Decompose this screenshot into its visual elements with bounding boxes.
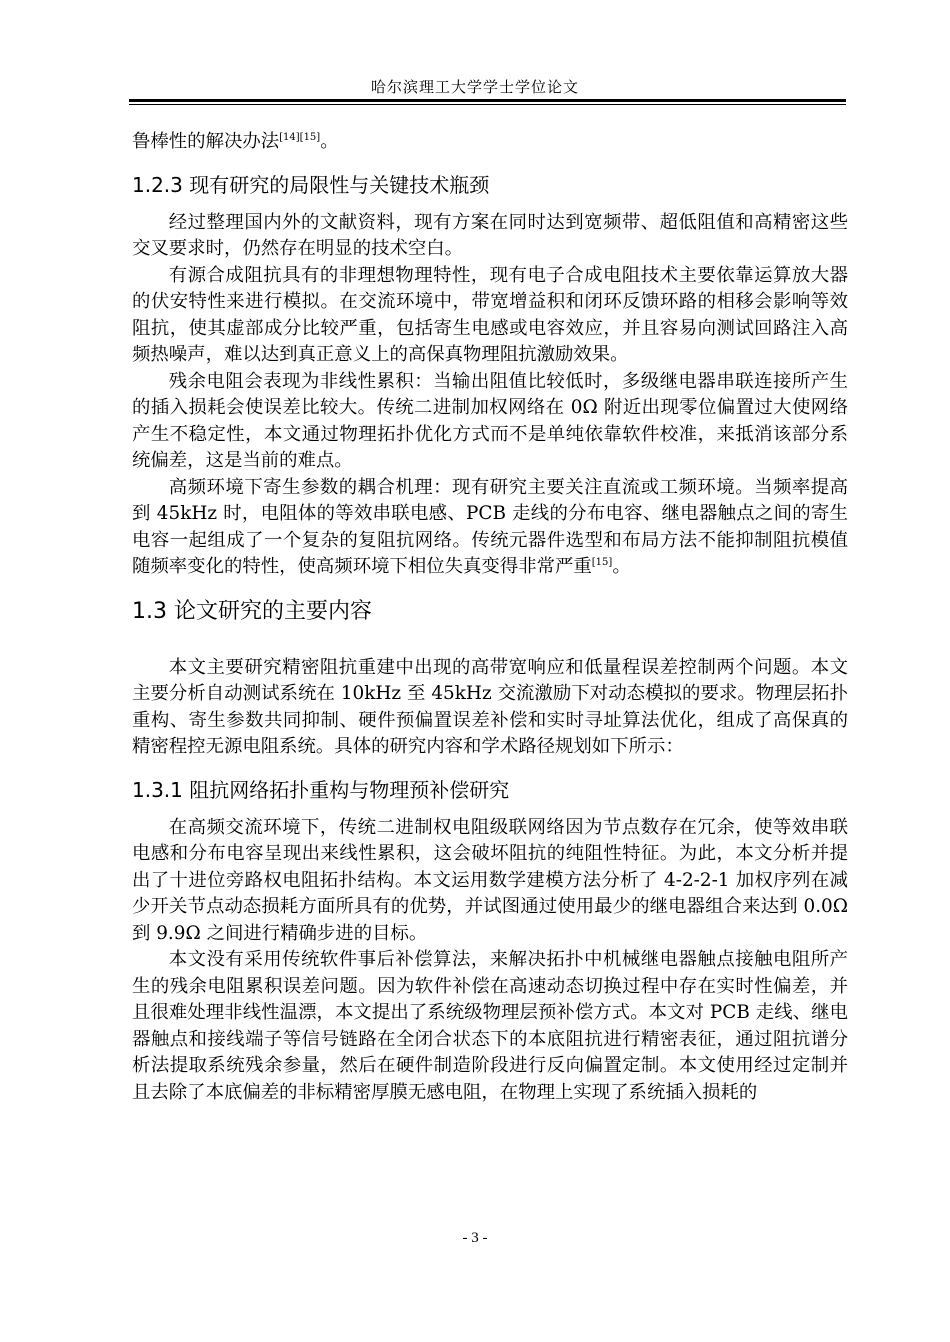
paragraph: 有源合成阻抗具有的非理想物理特性，现有电子合成电阻技术主要依靠运算放大器的伏安特性来进行模拟。在交流环境中，带宽增益积和闭环反馈环路的相移会影响等效阻抗，使其虚部成分比较严重，包括寄生电感或电容效应，并且容易向测试回路注入高频热噪声，难以达到真正意义上的高保真物理阻抗激励效果。 [132,264,848,365]
paragraph: 残余电阻会表现为非线性累积：当输出阻值比较低时，多级继电器串联连接所产生的插入损耗会使误差比较大。传统二进制加权网络在 0Ω 附近出现零位偏置过大使网络产生不稳定性，本文通过物理拓扑优化方式而不是单纯依靠软件校准，来抵消该部分系统偏差，这是当前的难点。 [132,370,848,471]
paragraph: 经过整理国内外的文献资料，现有方案在同时达到宽频带、超低阻值和高精密这些交叉要求时，仍然存在明显的技术空白。 [132,211,848,259]
citation-ref: [14][15] [279,132,321,143]
citation-ref: [15] [591,557,613,568]
intro-fragment-tail: 。 [320,131,339,152]
section-heading-1-3-1: 1.3.1 阻抗网络拓扑重构与物理预补偿研究 [132,777,510,802]
paragraph: 本文没有采用传统软件事后补偿算法，来解决拓扑中机械继电器触点接触电阻所产生的残余电阻累积误差问题。因为软件补偿在高速动态切换过程中存在实时性偏差，并且很难处理非线性温漂，本文提出了系统级物理层预补偿方式。本文对 PCB 走线、继电器触点和接线端子等信号链路在全闭合状态下的本底阻抗进行精密表征，通过阻抗谱分析法提取系统残余参量，然后在硬件制造阶段进行反向偏置定制。本文使用经过定制并且去除了本底偏差的非标精密厚膜无感电阻，在物理上实现了系统插入损耗的 [132,949,848,1103]
page-header-title: 哈尔滨理工大学学士学位论文 [370,78,579,96]
paragraph-text: 高频环境下寄生参数的耦合机理：现有研究主要关注直流或工频环境。当频率提高到 45kHz 时，电阻体的等效串联电感、PCB 走线的分布电容、继电器触点之间的寄生电容一起组成了一个复杂的复阻抗网络。传统元器件选型和布局方法不能抑制阻抗模值随频率变化的特性，使高频环境下相位失真变得非常严重 [132,476,848,577]
intro-fragment [132,129,848,156]
paragraph-tail: 。 [612,556,631,577]
intro-fragment-text: 鲁棒性的解决办法 [132,131,280,152]
section-heading-1-3: 1.3 论文研究的主要内容 [132,598,372,624]
page-number: - 3 - [462,1230,488,1246]
header-rule-thick [129,99,846,102]
header-rule-thin [129,104,846,105]
page-body [132,129,848,1106]
section-heading-1-2-3: 1.2.3 现有研究的局限性与关键技术瓶颈 [132,172,490,197]
paragraph: 本文主要研究精密阻抗重建中出现的高带宽响应和低量程误差控制两个问题。本文主要分析自动测试系统在 10kHz 至 45kHz 交流激励下对动态模拟的要求。物理层拓扑重构、寄生参数共同抑制、硬件预偏置误差补偿和实时寻址算法优化，组成了高保真的精密程控无源电阻系统。具体的研究内容和学术路径规划如下所示： [132,656,848,757]
paragraph [132,475,848,581]
paragraph: 在高频交流环境下，传统二进制权电阻级联网络因为节点数存在冗余，使等效串联电感和分布电容呈现出来线性累积，这会破坏阻抗的纯阻性特征。为此，本文分析并提出了十进位旁路权电阻拓扑结构。本文运用数学建模方法分析了 4-2-2-1 加权序列在减少开关节点动态损耗方面所具有的优势，并试图通过使用最少的继电器组合来达到 0.0Ω 到 9.9Ω 之间进行精确步进的目标。 [132,816,848,944]
